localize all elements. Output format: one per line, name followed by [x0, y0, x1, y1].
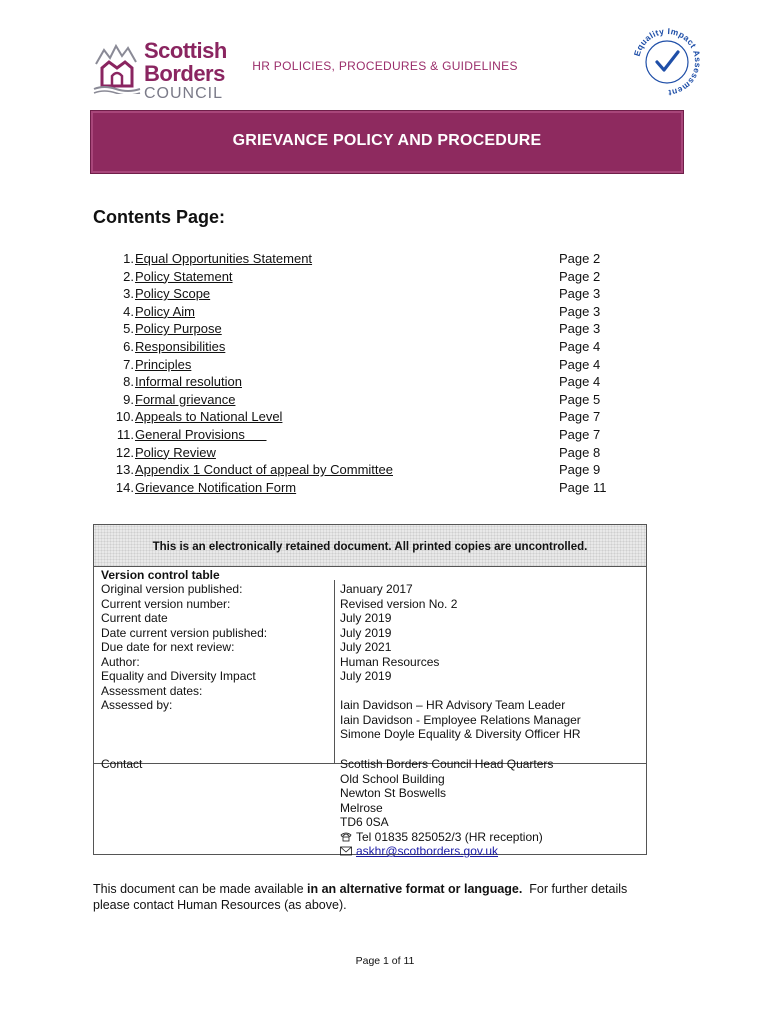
version-control-box: [93, 524, 647, 858]
toc-item[interactable]: [108, 303, 613, 321]
toc-number: 5.: [123, 321, 134, 337]
toc-page: Page 7: [559, 409, 601, 425]
note-text-1: This document can be made available: [93, 882, 308, 896]
contact-line: Newton St Boswells: [340, 786, 447, 800]
toc-item[interactable]: [108, 373, 613, 391]
contact-line: TD6 0SA: [340, 815, 389, 829]
notice-text: This is an electronically retained document. All printed copies are uncontrolled.: [152, 541, 588, 553]
row-label: Assessed by:: [101, 698, 173, 712]
row-label: Original version published:: [101, 582, 243, 596]
toc-page: Page 11: [559, 479, 607, 495]
toc-page: Page 2: [559, 251, 601, 266]
row-label-continued: Assessment dates:: [101, 683, 203, 698]
contact-phone-text: Tel 01835 825052/3 (HR reception): [356, 829, 543, 844]
document-title: GRIEVANCE POLICY AND PROCEDURE: [232, 132, 542, 149]
toc-page: Page 3: [559, 303, 601, 319]
row-value: Revised version No. 2: [340, 596, 458, 611]
toc-number: 9.: [123, 391, 134, 407]
row-label: Due date for next review:: [101, 640, 235, 654]
toc-number: 10.: [115, 409, 134, 425]
toc-link[interactable]: Equal Opportunities Statement: [135, 251, 313, 266]
row-value: July 2019: [340, 669, 392, 683]
accessibility-note: [93, 881, 653, 913]
toc-page: Page 4: [559, 338, 601, 354]
toc-page: Page 7: [559, 426, 601, 442]
toc-page: Page 9: [559, 462, 601, 478]
toc-link[interactable]: Appendix 1 Conduct of appeal by Committee: [135, 462, 393, 478]
toc-link[interactable]: Policy Statement: [135, 268, 233, 284]
toc-number: 7.: [123, 356, 134, 372]
badge-text: Equality Impact Assessment: [631, 25, 704, 99]
row-value: July 2021: [340, 640, 392, 654]
logo-line-3: COUNCIL: [144, 85, 224, 102]
equality-impact-assessment-badge: [630, 25, 704, 99]
contact-label: Contact: [101, 757, 143, 771]
row-label: Current version number:: [101, 596, 231, 611]
title-banner: [90, 110, 684, 174]
contents-heading: Contents Page:: [93, 207, 226, 227]
note-text-2: For further details please contact Human Resources (as above).: [93, 882, 631, 912]
row-label: Equality and Diversity Impact: [101, 669, 256, 683]
contact-line: Melrose: [340, 800, 383, 815]
toc-page: Page 5: [559, 391, 601, 407]
row-value: July 2019: [340, 611, 392, 625]
telephone-icon: [340, 832, 352, 842]
toc-link[interactable]: Formal grievance: [135, 391, 236, 407]
toc-number: 6.: [123, 338, 134, 354]
page-number: Page 1 of 11: [355, 955, 415, 967]
logo-line-2: Borders: [144, 61, 225, 86]
table-of-contents: [108, 250, 613, 496]
row-value: January 2017: [340, 582, 413, 596]
row-value: Iain Davidson - Employee Relations Manager: [340, 712, 581, 727]
contact-line: Old School Building: [340, 771, 445, 786]
toc-number: 11.: [116, 426, 134, 442]
toc-number: 8.: [123, 374, 134, 390]
toc-page: Page 4: [559, 374, 601, 390]
envelope-icon: [340, 846, 352, 856]
email-link[interactable]: askhr@scotborders.gov.uk: [356, 844, 499, 858]
contact-line: Scottish Borders Council Head Quarters: [340, 757, 554, 771]
note-text-bold: in an alternative format or language.: [307, 882, 523, 896]
contact-phone: [340, 830, 640, 845]
toc-page: Page 3: [559, 286, 601, 302]
toc-item[interactable]: [108, 479, 613, 497]
toc-page: Page 4: [559, 356, 601, 372]
toc-page: Page 2: [559, 268, 601, 284]
row-label: Author:: [101, 654, 140, 669]
row-label: Current date: [101, 611, 168, 625]
toc-link[interactable]: General Provisions: [135, 426, 267, 442]
toc-number: 1.: [123, 251, 134, 266]
toc-link[interactable]: Policy Scope: [135, 286, 211, 302]
row-value: Iain Davidson – HR Advisory Team Leader: [340, 698, 566, 712]
toc-link[interactable]: Grievance Notification Form: [135, 479, 297, 495]
toc-item[interactable]: [108, 356, 613, 374]
toc-item[interactable]: [108, 268, 613, 286]
toc-link[interactable]: Policy Purpose: [135, 321, 222, 337]
header-title: HR POLICIES, PROCEDURES & GUIDELINES: [252, 59, 518, 73]
toc-link[interactable]: Principles: [135, 356, 192, 372]
contact-email: [340, 844, 640, 859]
toc-item[interactable]: [108, 250, 613, 268]
toc-number: 12.: [115, 444, 134, 460]
row-label: Date current version published:: [101, 625, 268, 640]
column-divider: [334, 580, 335, 763]
toc-link[interactable]: Policy Review: [135, 444, 216, 460]
toc-page: Page 3: [559, 321, 601, 337]
toc-number: 4.: [123, 303, 134, 319]
toc-link[interactable]: Appeals to National Level: [135, 409, 283, 425]
toc-number: 2.: [123, 268, 134, 284]
uncontrolled-copy-notice: [94, 525, 646, 567]
toc-item[interactable]: [108, 426, 613, 444]
toc-number: 14.: [115, 479, 134, 495]
toc-item[interactable]: [108, 391, 613, 409]
toc-item[interactable]: [108, 338, 613, 356]
row-value: July 2019: [340, 625, 392, 640]
row-value: Simone Doyle Equality & Diversity Officer HR: [340, 727, 581, 741]
row-value: Human Resources: [340, 654, 440, 669]
toc-link[interactable]: Responsibilities: [135, 338, 226, 354]
toc-link[interactable]: Policy Aim: [135, 303, 195, 319]
toc-item[interactable]: [108, 408, 613, 426]
toc-number: 3.: [123, 286, 134, 302]
toc-item[interactable]: [108, 461, 613, 479]
toc-item[interactable]: [108, 285, 613, 303]
toc-item[interactable]: [108, 444, 613, 462]
toc-link[interactable]: Informal resolution: [135, 374, 242, 390]
toc-number: 13.: [115, 462, 134, 478]
toc-page: Page 8: [559, 444, 601, 460]
toc-item[interactable]: [108, 320, 613, 338]
logo-line-1: Scottish: [144, 38, 227, 63]
version-table-header: Version control table: [101, 568, 220, 582]
